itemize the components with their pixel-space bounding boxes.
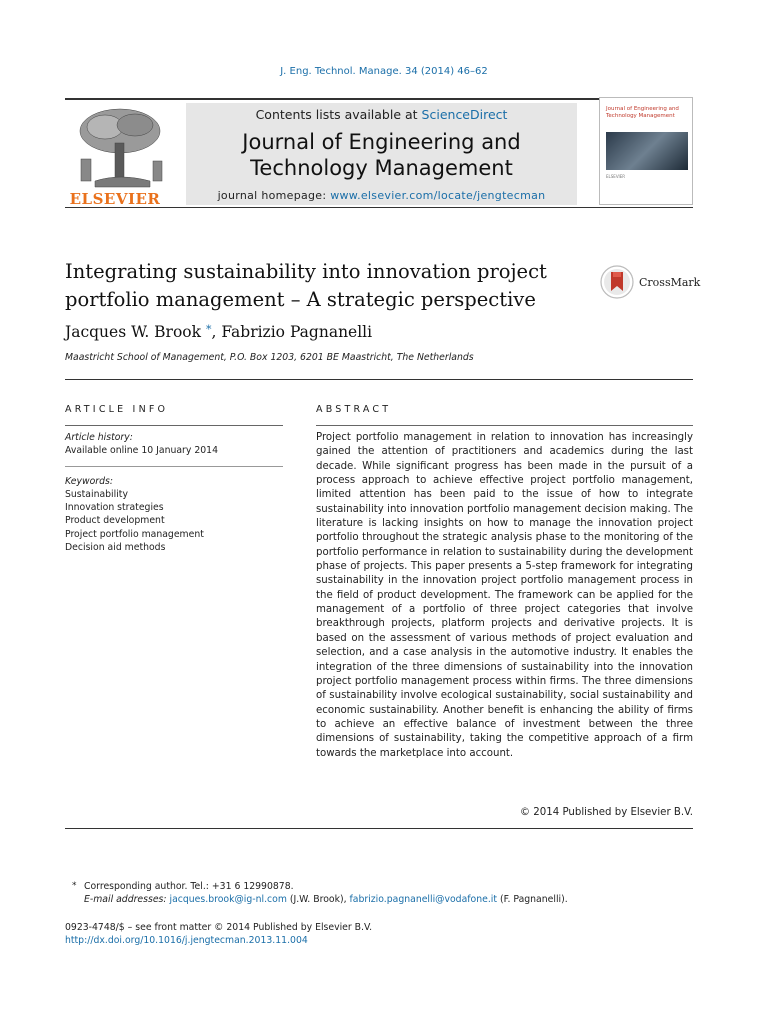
elsevier-wordmark: ELSEVIER — [69, 190, 161, 208]
email-link-brook[interactable]: jacques.brook@ig-nl.com — [169, 894, 287, 905]
corresponding-author-footnote — [84, 880, 568, 906]
contents-prefix: Contents lists available at — [255, 107, 422, 122]
journal-citation-link[interactable]: J. Eng. Technol. Manage. 34 (2014) 46–62 — [280, 66, 488, 77]
journal-title-line1: Journal of Engineering and — [242, 130, 521, 154]
email-name-pagnanelli: (F. Pagnanelli). — [497, 894, 568, 905]
article-info-rule — [65, 425, 283, 426]
crossmark-label[interactable]: CrossMark — [639, 276, 701, 289]
article-title — [65, 258, 585, 314]
keyword-item: Innovation strategies — [65, 502, 164, 514]
sciencedirect-link[interactable]: ScienceDirect — [421, 107, 508, 122]
corresponding-author-mark[interactable]: * — [205, 323, 212, 336]
cover-title: Journal of Engineering and Technology Management — [606, 106, 679, 119]
footnote-emails — [84, 893, 568, 906]
abstract-heading: ABSTRACT — [316, 404, 392, 415]
journal-title-line2: Technology Management — [250, 156, 513, 180]
footnote-mark: * — [72, 881, 77, 891]
article-title-line1: Integrating sustainability into innovation project — [65, 260, 547, 283]
abstract-copyright: © 2014 Published by Elsevier B.V. — [519, 807, 693, 818]
article-info-heading: ARTICLE INFO — [65, 404, 169, 415]
journal-cover-thumbnail[interactable] — [599, 97, 693, 205]
author-pagnanelli: Fabrizio Pagnanelli — [221, 323, 373, 341]
keywords-label: Keywords: — [65, 476, 113, 487]
footnote-corresponding: Corresponding author. Tel.: +31 6 12990878. — [84, 881, 294, 892]
email-name-brook: (J.W. Brook), — [286, 894, 350, 905]
affiliation: Maastricht School of Management, P.O. Box 1203, 6201 BE Maastricht, The Netherlands — [65, 352, 474, 363]
cover-image — [606, 132, 688, 170]
keyword-item: Product development — [65, 515, 165, 527]
author-brook: Jacques W. Brook — [65, 323, 202, 341]
abstract-bottom-rule — [65, 828, 693, 829]
article-history-value: Available online 10 January 2014 — [65, 445, 218, 456]
article-title-line2: portfolio management – A strategic perspective — [65, 288, 536, 311]
history-rule — [65, 466, 283, 467]
journal-title — [186, 129, 577, 181]
keywords-list — [65, 488, 204, 554]
keyword-item: Project portfolio management — [65, 528, 204, 540]
affiliation-rule — [65, 379, 693, 380]
journal-homepage-link[interactable]: www.elsevier.com/locate/jengtecman — [330, 189, 546, 202]
homepage-prefix: journal homepage: — [217, 189, 331, 202]
header-bottom-rule — [65, 207, 693, 208]
abstract-rule — [316, 425, 693, 426]
author-separator: , — [211, 323, 222, 341]
email-label: E-mail addresses: — [84, 894, 167, 905]
article-history-label: Article history: — [65, 432, 133, 443]
email-link-pagnanelli[interactable]: fabrizio.pagnanelli@vodafone.it — [349, 894, 498, 905]
cover-elsevier-mark: ELSEVIER — [606, 174, 626, 179]
contents-available-line — [186, 107, 577, 122]
keyword-item: Sustainability — [65, 489, 128, 500]
keyword-item: Decision aid methods — [65, 541, 166, 553]
doi-link[interactable]: http://dx.doi.org/10.1016/j.jengtecman.2013.11.004 — [65, 935, 308, 946]
journal-homepage-line — [186, 189, 577, 202]
issn-line: 0923-4748/$ – see front matter © 2014 Published by Elsevier B.V. — [65, 922, 373, 933]
author-list — [65, 323, 372, 341]
abstract-text: Project portfolio management in relation to innovation has increasingly gained the attention of practitioners and academics during the last decade. While significant progress has been made in the pursuit of a process approach to achieve effective project portfolio management, limited attention has been paid to the issue of how to integrate sustainability into innovation portfolio management decision making. The literature is lacking insights on how to manage the innovation project portfolio throughout the strategic analysis phase to the monitoring of the portfolio performance in relation to sustainability during the development phase of projects. This paper presents a 5-step framework for integrating sustainability in the innovation project portfolio management process in the field of product development. The framework can be applied for the management of a portfolio of three project categories that involve breakthrough projects, platform projects and derivative projects. It is based on the assessment of various methods of project evaluation and selection, and a case analysis in the automotive industry. It enables the integration of the three dimensions of sustainability into the innovation project portfolio management process within firms. The three dimensions of sustainability involve ecological sustainability, social sustainability and economic sustainability. Another benefit is enhancing the ability of firms to achieve an effective balance of investment between the three dimensions of sustainability, taking the competitive approach of a firm towards the marketplace into account. — [316, 432, 693, 759]
